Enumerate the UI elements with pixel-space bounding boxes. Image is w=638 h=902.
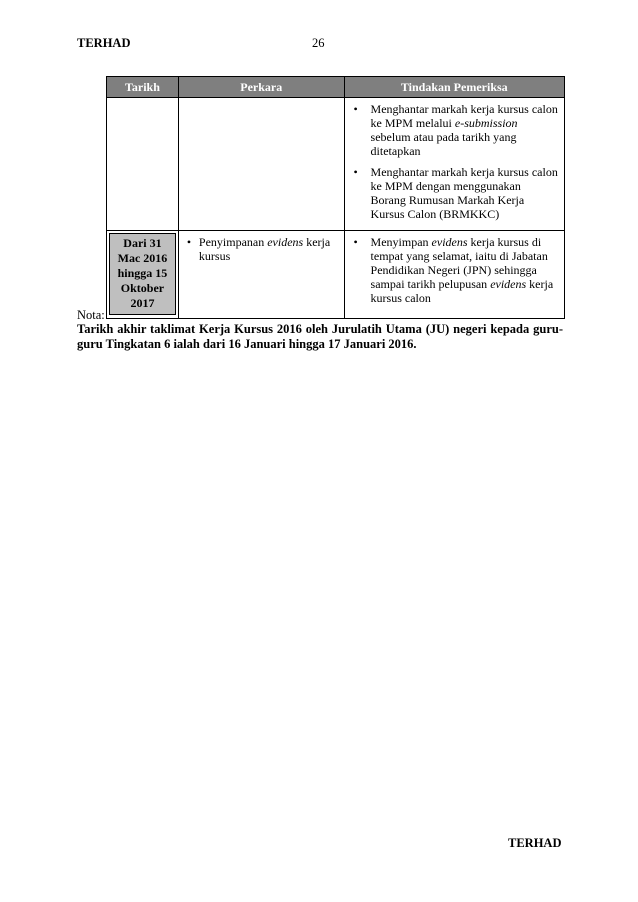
column-header-tindakan: Tindakan Pemeriksa: [344, 77, 564, 98]
schedule-table: [106, 76, 565, 319]
table-row: [107, 98, 565, 231]
cell-tarikh: [107, 231, 179, 319]
cell-perkara: [178, 98, 344, 231]
column-header-tarikh: Tarikh: [107, 77, 179, 98]
note-label: Nota:: [77, 308, 105, 322]
table-header-row: [107, 77, 565, 98]
date-range-box: Dari 31 Mac 2016 hingga 15 Oktober 2017: [109, 233, 176, 315]
action-list: [345, 231, 564, 314]
header-classification: TERHAD: [77, 36, 131, 50]
list-item: • Menyimpan evidens kerja kursus di tempat yang selamat, iaitu di Jabatan Pendidikan Negeri (JPN) sehingga sampai tarikh pelupusan evidens kerja kursus calon: [345, 235, 558, 305]
item-list: [179, 231, 344, 272]
cell-perkara: [178, 231, 344, 319]
footer-classification: TERHAD: [508, 836, 562, 850]
action-list: [345, 98, 564, 230]
list-item: • Penyimpanan evidens kerja kursus: [179, 235, 338, 263]
cell-tarikh: [107, 98, 179, 231]
list-item: • Menghantar markah kerja kursus calon ke MPM dengan menggunakan Borang Rumusan Markah Kerja Kursus Calon (BRMKKC): [345, 165, 558, 221]
column-header-perkara: Perkara: [178, 77, 344, 98]
cell-tindakan: [344, 98, 564, 231]
table-row: [107, 231, 565, 319]
note-text: Tarikh akhir taklimat Kerja Kursus 2016 oleh Jurulatih Utama (JU) negeri kepada guru-guru Tingkatan 6 ialah dari 16 Januari hingga 17 Januari 2016.: [77, 322, 563, 351]
page-number: 26: [312, 36, 325, 50]
list-item: • Menghantar markah kerja kursus calon ke MPM melalui e-submission sebelum atau pada tarikh yang ditetapkan: [345, 102, 558, 158]
cell-tindakan: [344, 231, 564, 319]
